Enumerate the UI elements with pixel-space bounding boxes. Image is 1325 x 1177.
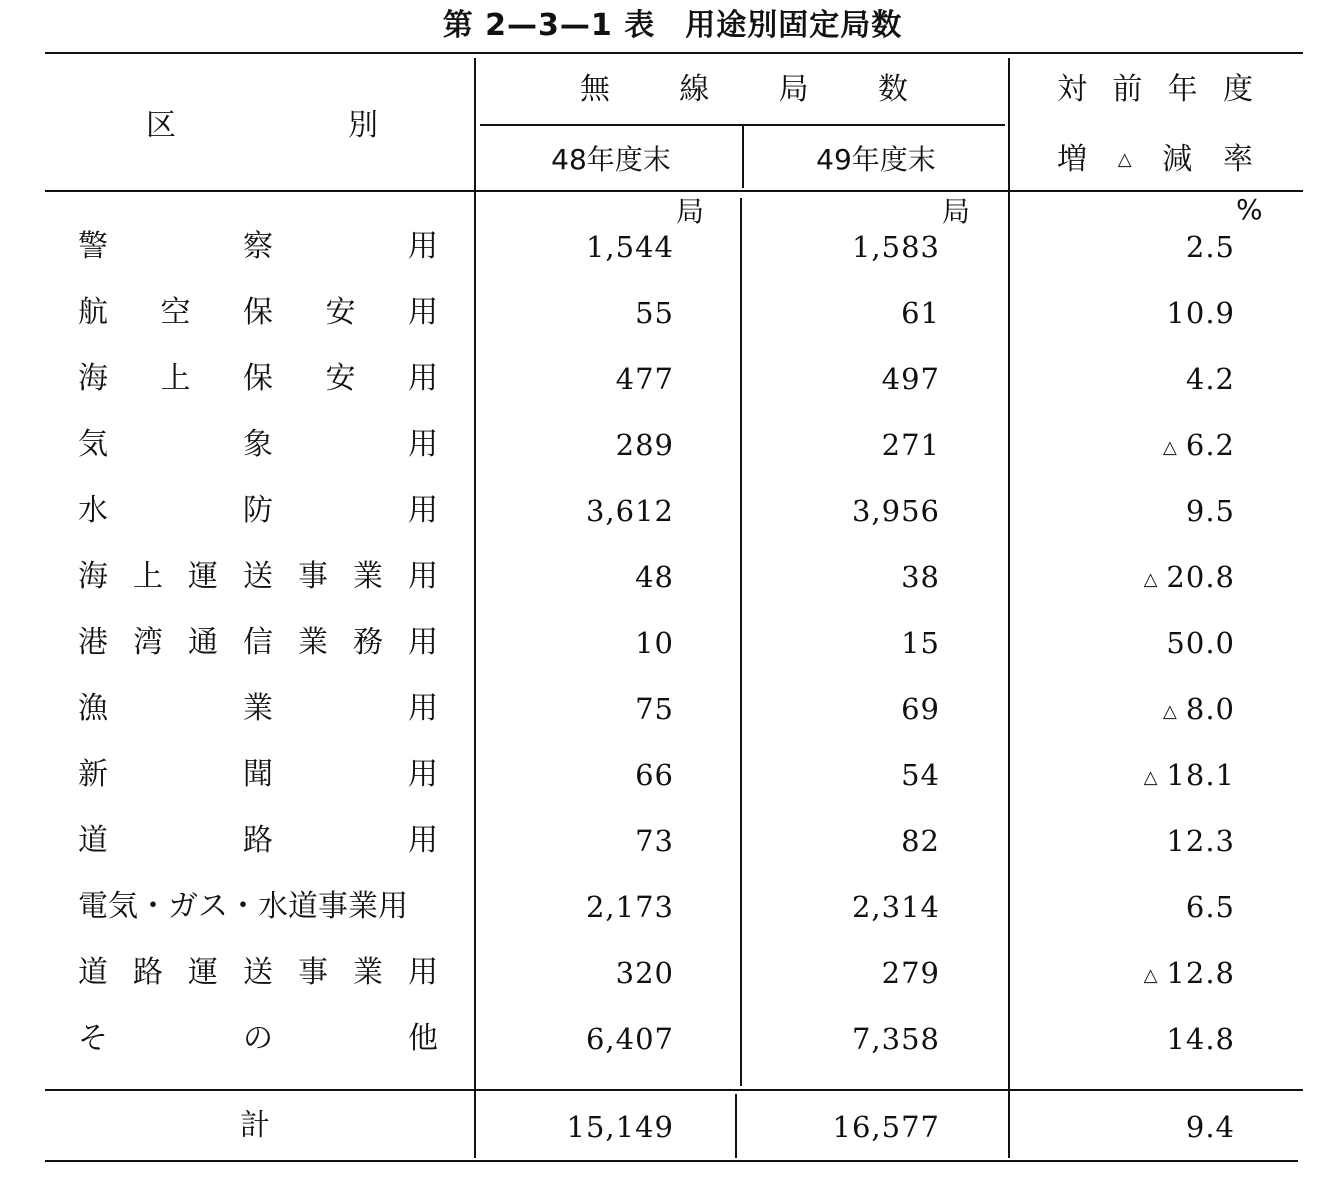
unit-fy49: 局 bbox=[942, 195, 971, 228]
row-label-part: そ bbox=[78, 1021, 108, 1056]
cell-fy49: 1,583 bbox=[851, 230, 940, 264]
row-label-part: 通 bbox=[188, 625, 218, 660]
rate-value: 6.5 bbox=[1185, 890, 1235, 924]
row-label-part: 用 bbox=[408, 427, 438, 462]
row-label-part: 用 bbox=[408, 625, 438, 660]
row-label bbox=[78, 228, 438, 266]
row-label bbox=[78, 690, 438, 728]
cell-fy49: 15 bbox=[901, 626, 940, 660]
cell-fy48: 55 bbox=[635, 296, 674, 330]
header-stations: 無 線 局 数 bbox=[580, 72, 908, 107]
row-label-part: 用 bbox=[408, 361, 438, 396]
row-label-part: 察 bbox=[243, 229, 273, 264]
table-title bbox=[0, 6, 1325, 46]
row-label bbox=[78, 360, 438, 398]
cell-rate bbox=[1015, 624, 1235, 662]
header-category: 区 別 bbox=[146, 108, 378, 143]
row-label-part: 電気・ガス・水道事業用 bbox=[78, 889, 408, 924]
decrease-mark: △ bbox=[1163, 701, 1178, 722]
row-label bbox=[78, 822, 438, 860]
cell-rate bbox=[1015, 294, 1235, 332]
row-label bbox=[78, 888, 438, 926]
cell-fy48: 3,612 bbox=[585, 494, 674, 528]
table-row bbox=[0, 940, 1325, 1006]
row-label-part: 路 bbox=[243, 823, 273, 858]
row-label-part: 用 bbox=[408, 955, 438, 990]
cell-fy49: 279 bbox=[881, 956, 940, 990]
row-label-part: 運 bbox=[188, 955, 218, 990]
cell-rate bbox=[1015, 822, 1235, 860]
row-label-part: 用 bbox=[408, 823, 438, 858]
cell-fy49: 497 bbox=[881, 362, 940, 396]
row-label-part: 道 bbox=[78, 955, 108, 990]
table-row bbox=[0, 478, 1325, 544]
row-label-part: 業 bbox=[243, 691, 273, 726]
row-label-part: 道 bbox=[78, 823, 108, 858]
cell-fy48: 320 bbox=[615, 956, 674, 990]
cell-fy48: 2,173 bbox=[585, 890, 674, 924]
row-label-part: 上 bbox=[133, 559, 163, 594]
cell-fy49: 271 bbox=[881, 428, 940, 462]
rate-value: 12.8 bbox=[1166, 956, 1235, 990]
total-fy48: 15,149 bbox=[566, 1110, 674, 1144]
cell-fy48: 1,544 bbox=[585, 230, 674, 264]
rate-value: 12.3 bbox=[1166, 824, 1235, 858]
table-code: 第 2—3—1 表 bbox=[442, 8, 656, 43]
row-label-part: 業 bbox=[353, 559, 383, 594]
row-label bbox=[78, 624, 438, 662]
bottom-rule bbox=[45, 1160, 1298, 1162]
row-label-part: 防 bbox=[243, 493, 273, 528]
rate-value: 14.8 bbox=[1166, 1022, 1235, 1056]
cell-rate bbox=[1015, 492, 1235, 530]
table-row bbox=[0, 676, 1325, 742]
cell-fy49: 38 bbox=[901, 560, 940, 594]
header-fy49: 49年度末 bbox=[816, 143, 936, 176]
row-label bbox=[78, 954, 438, 992]
total-fy49: 16,577 bbox=[832, 1110, 940, 1144]
cell-rate bbox=[1015, 690, 1235, 731]
cell-fy49: 7,358 bbox=[851, 1022, 940, 1056]
row-label-part: 安 bbox=[325, 361, 356, 396]
table-row bbox=[0, 610, 1325, 676]
row-label-part: 水 bbox=[78, 493, 108, 528]
rate-value: 4.2 bbox=[1185, 362, 1235, 396]
row-label-part: 信 bbox=[243, 625, 273, 660]
cell-fy48: 6,407 bbox=[585, 1022, 674, 1056]
col-divider-2-total bbox=[735, 1094, 737, 1158]
row-label bbox=[78, 1020, 438, 1058]
cell-rate bbox=[1015, 888, 1235, 926]
total-label: 計 bbox=[240, 1108, 270, 1143]
cell-fy48: 73 bbox=[635, 824, 674, 858]
cell-fy48: 477 bbox=[615, 362, 674, 396]
cell-fy49: 61 bbox=[901, 296, 940, 330]
row-label-part: 事 bbox=[298, 955, 328, 990]
row-label-part: 港 bbox=[78, 625, 108, 660]
table-row bbox=[0, 874, 1325, 940]
table-name: 用途別固定局数 bbox=[685, 8, 903, 43]
row-label-part: 用 bbox=[408, 295, 438, 330]
rate-value: 8.0 bbox=[1185, 692, 1235, 726]
row-label-part: 漁 bbox=[78, 691, 108, 726]
row-label-part: 航 bbox=[78, 295, 108, 330]
header-rate-bottom: 増 △ 減 率 bbox=[1057, 142, 1253, 177]
header-fy48: 48年度末 bbox=[551, 143, 671, 176]
row-label bbox=[78, 558, 438, 596]
row-label-part: 空 bbox=[160, 295, 191, 330]
cell-fy49: 69 bbox=[901, 692, 940, 726]
row-label-part: 新 bbox=[78, 757, 108, 792]
cell-fy49: 2,314 bbox=[851, 890, 940, 924]
header-bottom-rule bbox=[45, 190, 1303, 192]
total-top-rule bbox=[45, 1089, 1303, 1091]
decrease-mark: △ bbox=[1163, 437, 1178, 458]
row-label-part: 安 bbox=[325, 295, 356, 330]
row-label-part: 海 bbox=[78, 559, 108, 594]
row-label bbox=[78, 294, 438, 332]
row-label-part: 用 bbox=[408, 229, 438, 264]
row-label bbox=[78, 492, 438, 530]
table-row bbox=[0, 544, 1325, 610]
row-label-part: 湾 bbox=[133, 625, 163, 660]
row-label-part: 気 bbox=[78, 427, 108, 462]
cell-rate bbox=[1015, 1020, 1235, 1058]
cell-rate bbox=[1015, 360, 1235, 398]
decrease-mark: △ bbox=[1143, 965, 1159, 986]
row-label-part: 海 bbox=[78, 361, 108, 396]
row-label-part: 象 bbox=[243, 427, 273, 462]
row-label-part: 業 bbox=[298, 625, 328, 660]
row-label bbox=[78, 426, 438, 464]
table-row bbox=[0, 1006, 1325, 1072]
row-label-part: 保 bbox=[243, 295, 273, 330]
row-label-part: の bbox=[243, 1021, 273, 1056]
unit-fy48: 局 bbox=[676, 195, 705, 228]
row-label-part: 用 bbox=[408, 493, 438, 528]
rate-value: 18.1 bbox=[1166, 758, 1235, 792]
top-rule bbox=[45, 52, 1303, 54]
table-row bbox=[0, 742, 1325, 808]
cell-fy49: 82 bbox=[901, 824, 940, 858]
decrease-mark: △ bbox=[1143, 767, 1159, 788]
header-rate-top: 対 前 年 度 bbox=[1057, 72, 1253, 107]
table-row bbox=[0, 214, 1325, 280]
rate-value: 9.5 bbox=[1185, 494, 1235, 528]
cell-rate bbox=[1015, 558, 1235, 599]
table-row bbox=[0, 412, 1325, 478]
row-label-part: 送 bbox=[243, 955, 273, 990]
row-label-part: 上 bbox=[160, 361, 191, 396]
total-rate: 9.4 bbox=[1185, 1110, 1235, 1144]
table-row bbox=[0, 280, 1325, 346]
table-row bbox=[0, 808, 1325, 874]
table-row bbox=[0, 346, 1325, 412]
cell-rate bbox=[1015, 426, 1235, 467]
row-label-part: 聞 bbox=[243, 757, 273, 792]
cell-rate bbox=[1015, 756, 1235, 797]
cell-fy48: 10 bbox=[635, 626, 674, 660]
row-label-part: 警 bbox=[78, 229, 108, 264]
rate-value: 20.8 bbox=[1166, 560, 1235, 594]
unit-rate: % bbox=[1236, 193, 1263, 226]
cell-fy48: 75 bbox=[635, 692, 674, 726]
cell-fy48: 66 bbox=[635, 758, 674, 792]
row-label-part: 他 bbox=[408, 1021, 438, 1056]
row-label-part: 用 bbox=[408, 691, 438, 726]
rate-value: 2.5 bbox=[1185, 230, 1235, 264]
decrease-mark: △ bbox=[1143, 569, 1159, 590]
cell-rate bbox=[1015, 228, 1235, 266]
rate-value: 50.0 bbox=[1166, 626, 1235, 660]
row-label-part: 務 bbox=[353, 625, 383, 660]
row-label-part: 運 bbox=[188, 559, 218, 594]
cell-fy48: 289 bbox=[615, 428, 674, 462]
cell-fy48: 48 bbox=[635, 560, 674, 594]
row-label-part: 事 bbox=[298, 559, 328, 594]
rate-value: 10.9 bbox=[1166, 296, 1235, 330]
cell-fy49: 3,956 bbox=[851, 494, 940, 528]
row-label-part: 送 bbox=[243, 559, 273, 594]
row-label-part: 用 bbox=[408, 559, 438, 594]
row-label-part: 路 bbox=[133, 955, 163, 990]
row-label-part: 保 bbox=[243, 361, 273, 396]
cell-rate bbox=[1015, 954, 1235, 995]
rate-value: 6.2 bbox=[1185, 428, 1235, 462]
cell-fy49: 54 bbox=[901, 758, 940, 792]
row-label-part: 用 bbox=[408, 757, 438, 792]
row-label-part: 業 bbox=[353, 955, 383, 990]
row-label bbox=[78, 756, 438, 794]
